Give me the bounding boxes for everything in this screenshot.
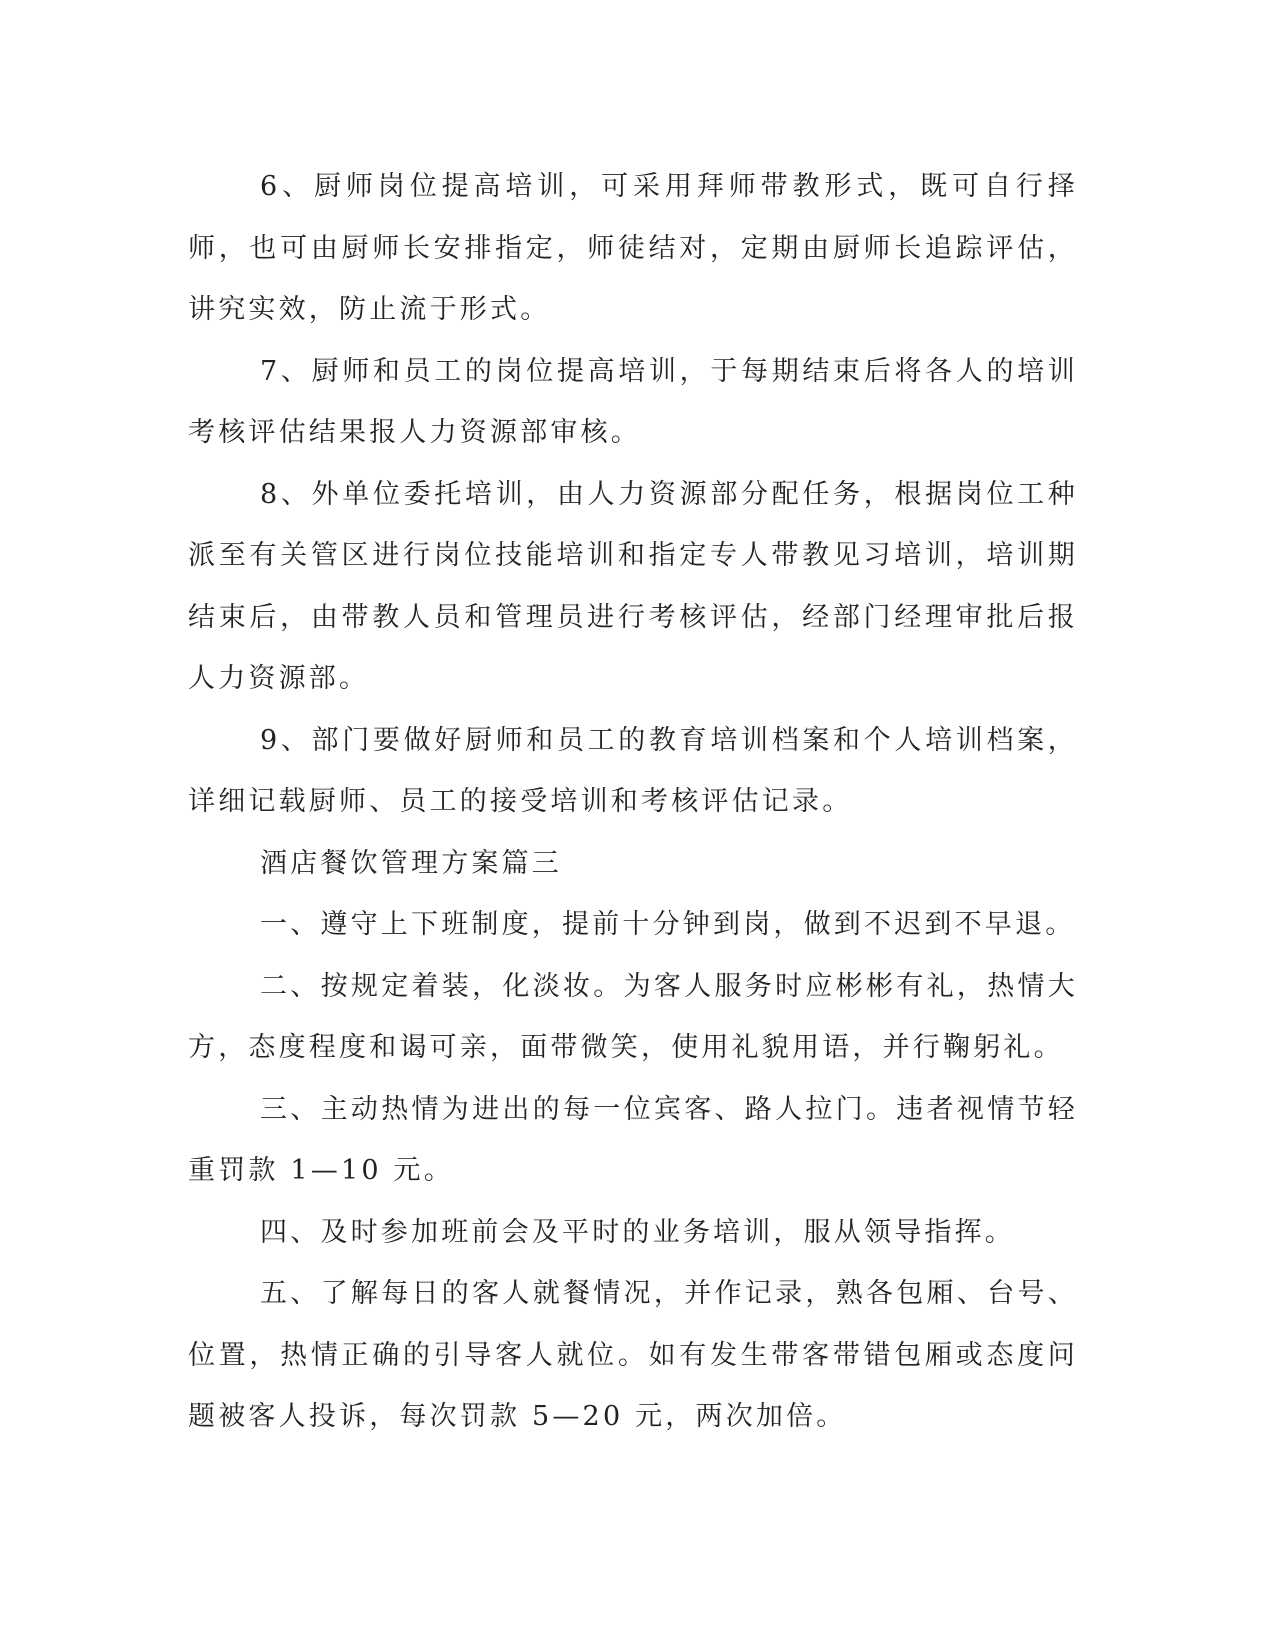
- section-heading: 酒店餐饮管理方案篇三: [260, 847, 562, 879]
- document-body: [188, 156, 1078, 1448]
- paragraph-item-7: 7、厨师和员工的岗位提高培训，于每期结束后将各人的培训考核评估结果报人力资源部审核。: [188, 355, 1078, 448]
- paragraph-item-9: 9、部门要做好厨师和员工的教育培训档案和个人培训档案，详细记载厨师、员工的接受培训和考核评估记录。: [188, 724, 1078, 817]
- rule-item-2: 二、按规定着装，化淡妆。为客人服务时应彬彬有礼，热情大方，态度程度和谒可亲，面带微笑，使用礼貌用语，并行鞠躬礼。: [188, 970, 1078, 1063]
- rule-item-5: 五、了解每日的客人就餐情况，并作记录，熟各包厢、台号、位置，热情正确的引导客人就位。如有发生带客带错包厢或态度问题被客人投诉，每次罚款 5—20 元，两次加倍。: [188, 1278, 1078, 1432]
- paragraph-item-6: 6、厨师岗位提高培训，可采用拜师带教形式，既可自行择师，也可由厨师长安排指定，师徒结对，定期由厨师长追踪评估，讲究实效，防止流于形式。: [188, 171, 1078, 325]
- rule-item-3: 三、主动热情为进出的每一位宾客、路人拉门。违者视情节轻重罚款 1—10 元。: [188, 1093, 1078, 1186]
- rule-item-4: 四、及时参加班前会及平时的业务培训，服从领导指挥。: [260, 1216, 1015, 1248]
- rule-item-1: 一、遵守上下班制度，提前十分钟到岗，做到不迟到不早退。: [260, 909, 1076, 940]
- paragraph-item-8: 8、外单位委托培训，由人力资源部分配任务，根据岗位工种派至有关管区进行岗位技能培训和指定专人带教见习培训，培训期结束后，由带教人员和管理员进行考核评估，经部门经理审批后报人力资源部。: [188, 478, 1078, 694]
